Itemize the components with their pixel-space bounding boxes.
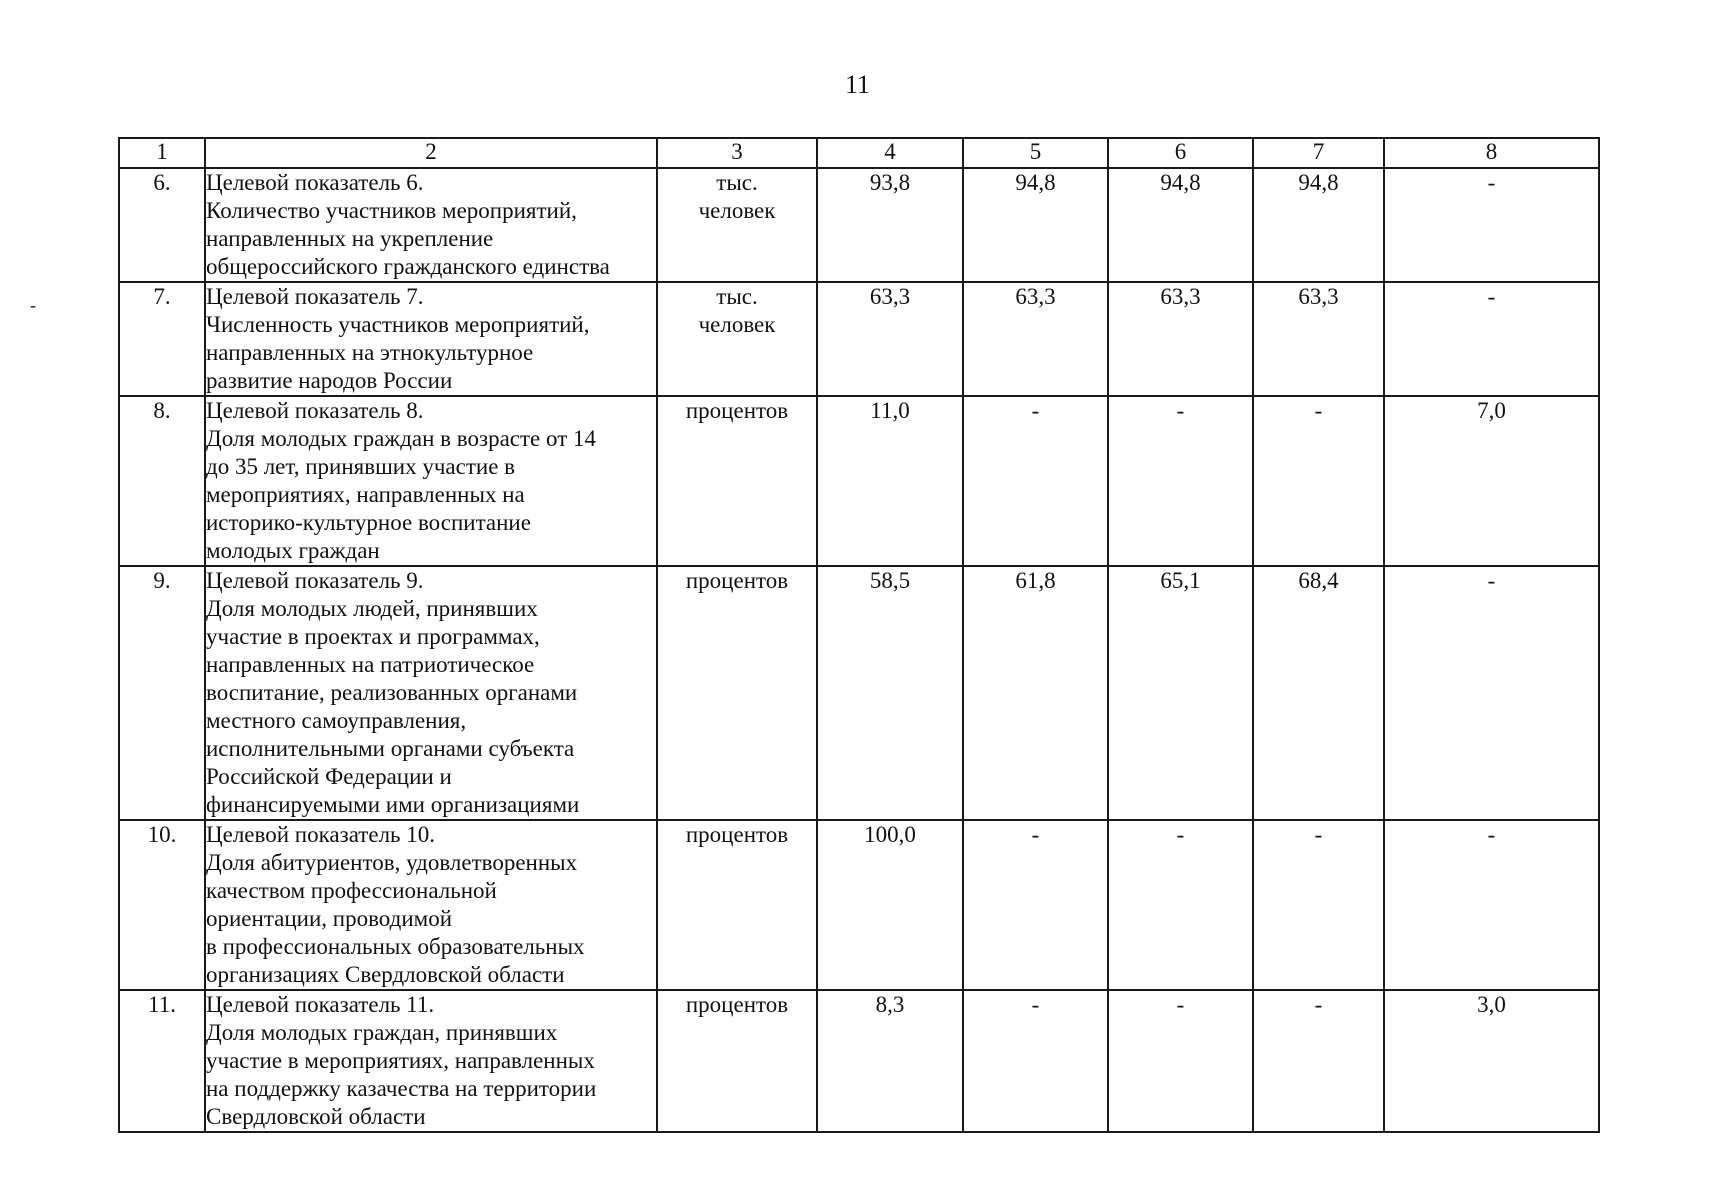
indicator-description	[205, 990, 657, 1132]
value-cell: -	[963, 396, 1108, 566]
value-cell: 94,8	[1108, 168, 1253, 282]
value-cell: 11,0	[817, 396, 963, 566]
value-cell: 63,3	[1108, 282, 1253, 396]
value-cell: 100,0	[817, 820, 963, 990]
unit-of-measure	[657, 282, 817, 396]
description-line: на поддержку казачества на территории	[206, 1076, 597, 1101]
value-cell: 94,8	[1253, 168, 1384, 282]
description-line: направленных на патриотическое	[206, 652, 535, 677]
description-line: участие в мероприятиях, направленных	[206, 1048, 595, 1073]
unit-of-measure	[657, 396, 817, 566]
value-cell: 65,1	[1108, 566, 1253, 820]
column-header: 5	[963, 138, 1108, 168]
description-line: финансируемыми ими организациями	[206, 792, 580, 817]
description-line: Целевой показатель 7.	[206, 284, 424, 309]
column-header: 3	[657, 138, 817, 168]
unit-line: процентов	[685, 398, 789, 423]
description-line: мероприятиях, направленных на	[206, 482, 525, 507]
table-row	[119, 566, 1599, 820]
value-cell: 3,0	[1384, 990, 1599, 1132]
unit-of-measure	[657, 990, 817, 1132]
row-number: 9.	[119, 566, 205, 820]
value-cell: 93,8	[817, 168, 963, 282]
description-line: молодых граждан	[206, 538, 380, 563]
indicator-description	[205, 396, 657, 566]
description-line: Доля абитуриентов, удовлетворенных	[206, 850, 578, 875]
value-cell: 61,8	[963, 566, 1108, 820]
value-cell: 58,5	[817, 566, 963, 820]
description-line: воспитание, реализованных органами	[206, 680, 578, 705]
description-line: направленных на укрепление	[206, 226, 494, 251]
description-line: общероссийского гражданского единства	[206, 254, 610, 279]
column-header: 7	[1253, 138, 1384, 168]
column-header: 4	[817, 138, 963, 168]
description-line: историко-культурное воспитание	[206, 510, 531, 535]
value-cell: -	[1253, 396, 1384, 566]
value-cell: -	[1384, 282, 1599, 396]
row-number: 6.	[119, 168, 205, 282]
unit-of-measure	[657, 820, 817, 990]
description-line: Доля молодых граждан, принявших	[206, 1020, 558, 1045]
unit-line: процентов	[685, 568, 789, 593]
value-cell: 63,3	[963, 282, 1108, 396]
description-line: Целевой показатель 9.	[206, 568, 424, 593]
value-cell: -	[1253, 820, 1384, 990]
unit-line: процентов	[685, 992, 789, 1017]
column-header: 8	[1384, 138, 1599, 168]
value-cell: -	[963, 820, 1108, 990]
description-line: ориентации, проводимой	[206, 906, 453, 931]
description-line: развитие народов России	[206, 368, 453, 393]
description-line: организациях Свердловской области	[206, 962, 565, 987]
indicator-description	[205, 168, 657, 282]
description-line: Численность участников мероприятий,	[206, 312, 590, 337]
value-cell: -	[963, 990, 1108, 1132]
unit-of-measure	[657, 566, 817, 820]
value-cell: -	[1384, 820, 1599, 990]
description-line: Целевой показатель 8.	[206, 398, 424, 423]
description-line: Количество участников мероприятий,	[206, 198, 577, 223]
description-line: до 35 лет, принявших участие в	[206, 454, 516, 479]
description-line: Свердловской области	[206, 1104, 426, 1129]
value-cell: -	[1108, 396, 1253, 566]
value-cell: -	[1253, 990, 1384, 1132]
unit-line: тыс.	[716, 284, 758, 309]
unit-of-measure	[657, 168, 817, 282]
row-number: 7.	[119, 282, 205, 396]
description-line: Целевой показатель 6.	[206, 170, 424, 195]
margin-mark: -	[30, 295, 36, 315]
table-row	[119, 990, 1599, 1132]
value-cell: 63,3	[1253, 282, 1384, 396]
value-cell: 63,3	[817, 282, 963, 396]
description-line: Российской Федерации и	[206, 764, 452, 789]
indicator-description	[205, 566, 657, 820]
table-header-row	[119, 138, 1599, 168]
description-line: исполнительными органами субъекта	[206, 736, 575, 761]
table-row	[119, 282, 1599, 396]
description-line: в профессиональных образовательных	[206, 934, 585, 959]
column-header: 1	[119, 138, 205, 168]
value-cell: -	[1108, 990, 1253, 1132]
column-header: 2	[205, 138, 657, 168]
indicator-description	[205, 282, 657, 396]
value-cell: -	[1108, 820, 1253, 990]
value-cell: 8,3	[817, 990, 963, 1132]
description-line: Доля молодых граждан в возрасте от 14	[206, 426, 596, 451]
description-line: участие в проектах и программах,	[206, 624, 540, 649]
indicator-description	[205, 820, 657, 990]
table-row	[119, 396, 1599, 566]
row-number: 10.	[119, 820, 205, 990]
description-line: Целевой показатель 10.	[206, 822, 436, 847]
value-cell: -	[1384, 566, 1599, 820]
row-number: 8.	[119, 396, 205, 566]
description-line: качеством профессиональной	[206, 878, 497, 903]
table-row	[119, 168, 1599, 282]
description-line: направленных на этнокультурное	[206, 340, 534, 365]
description-line: Доля молодых людей, принявших	[206, 596, 538, 621]
column-header: 6	[1108, 138, 1253, 168]
unit-line: человек	[698, 312, 776, 337]
description-line: местного самоуправления,	[206, 708, 467, 733]
row-number: 11.	[119, 990, 205, 1132]
value-cell: 7,0	[1384, 396, 1599, 566]
description-line: Целевой показатель 11.	[206, 992, 435, 1017]
unit-line: тыс.	[716, 170, 758, 195]
unit-line: процентов	[685, 822, 789, 847]
value-cell: 94,8	[963, 168, 1108, 282]
unit-line: человек	[698, 198, 776, 223]
indicators-table	[118, 137, 1600, 1133]
value-cell: 68,4	[1253, 566, 1384, 820]
page-number: 11	[844, 70, 871, 99]
value-cell: -	[1384, 168, 1599, 282]
table-row	[119, 820, 1599, 990]
